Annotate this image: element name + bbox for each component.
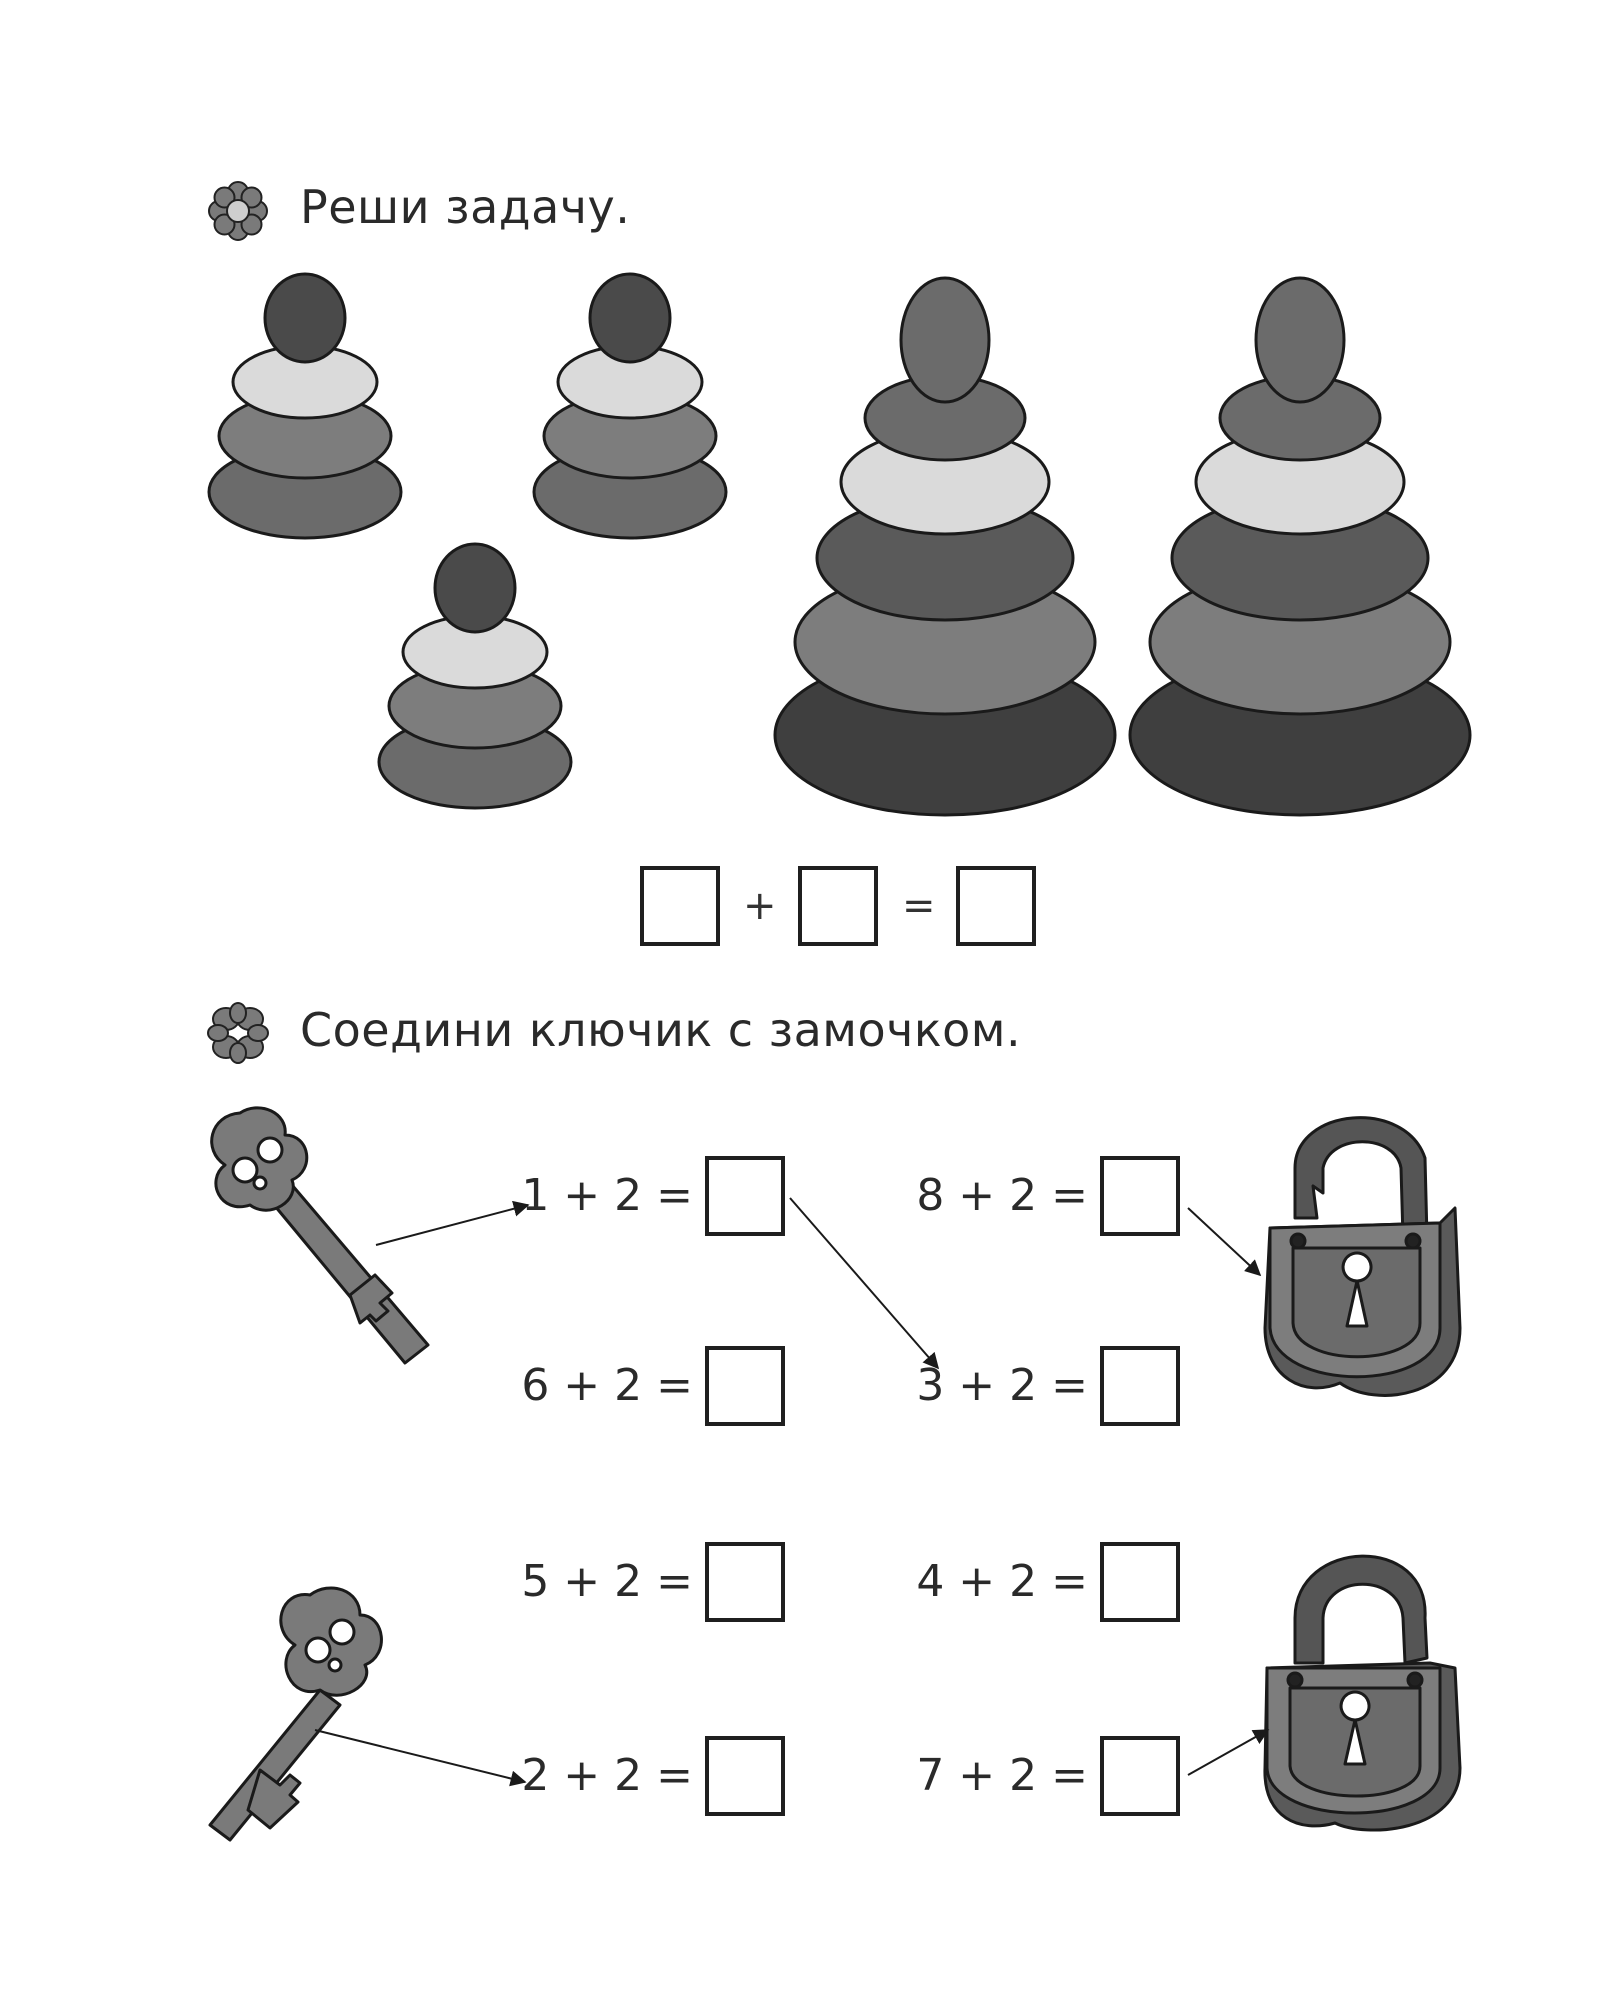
equation-expression: 8 + 2 = (916, 1170, 1088, 1221)
equation-expression: 1 + 2 = (521, 1170, 693, 1221)
arrow-eq8-to-lock2 (1188, 1730, 1268, 1775)
equation-expression: 2 + 2 = (521, 1750, 693, 1801)
task1-title: Реши задачу. (300, 180, 631, 234)
arrow-eq1-to-eq6 (790, 1198, 938, 1368)
arrow-eq5-to-lock1 (1188, 1208, 1260, 1275)
equals-sign: = (902, 883, 936, 929)
equation-expression: 3 + 2 = (916, 1360, 1088, 1411)
plus-sign: + (743, 883, 777, 929)
arrow-key1-to-eq1 (376, 1205, 528, 1245)
arrow-key2-to-eq4 (315, 1730, 525, 1782)
equation-expression: 7 + 2 = (916, 1750, 1088, 1801)
equation-expression: 4 + 2 = (916, 1556, 1088, 1607)
equation-expression: 6 + 2 = (521, 1360, 693, 1411)
task2-title: Соедини ключик с замочком. (300, 1003, 1022, 1057)
equation-expression: 5 + 2 = (521, 1556, 693, 1607)
